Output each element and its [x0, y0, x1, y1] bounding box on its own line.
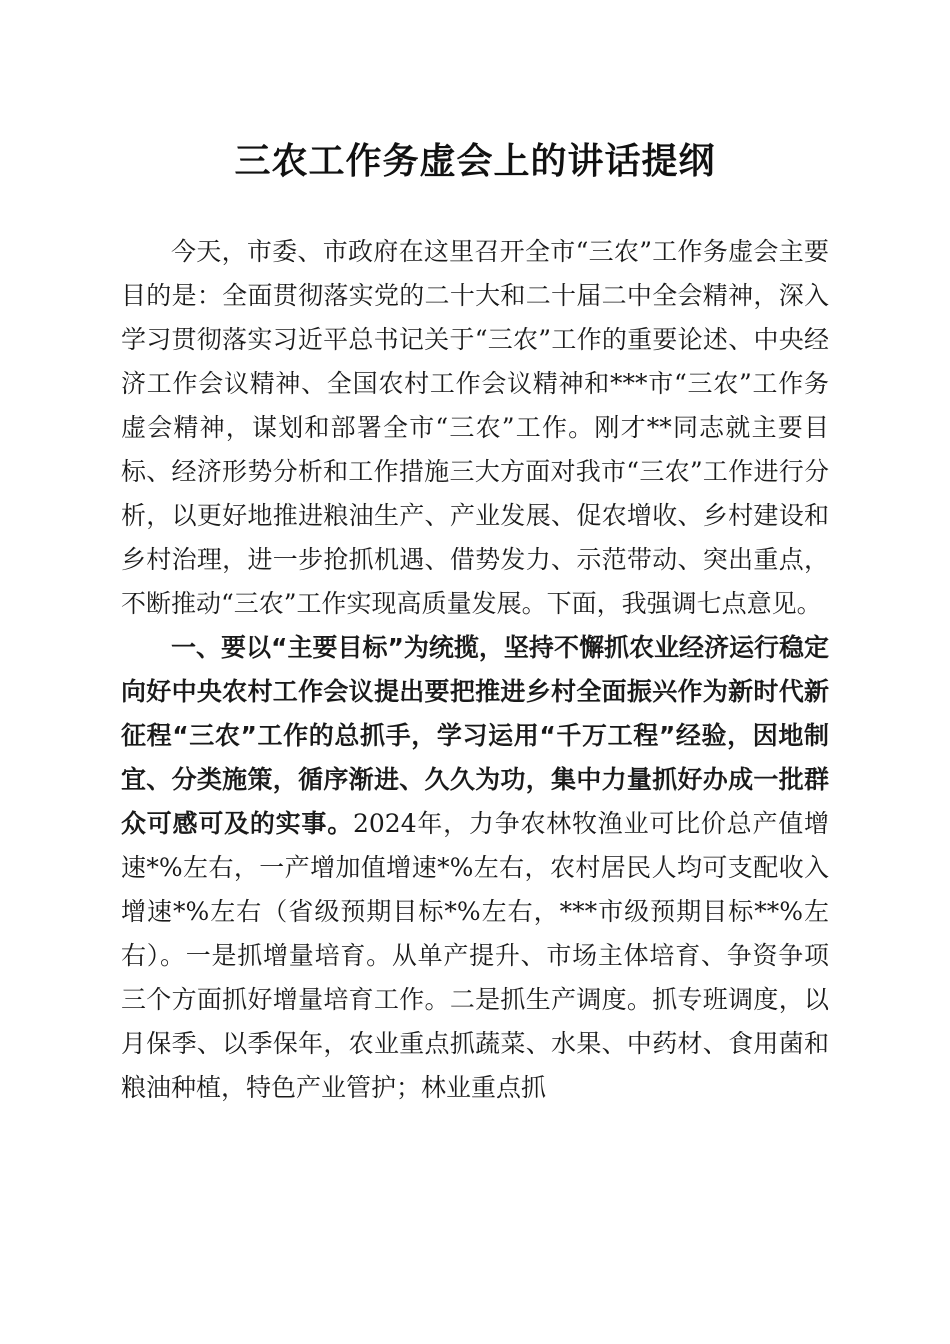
intro-paragraph: 今天，市委、市政府在这里召开全市“三农”工作务虚会主要目的是：全面贯彻落实党的二十大和二十届二中全会精神，深入学习贯彻落实习近平总书记关于“三农”工作的重要论述、中央经济工作会议精神、全国农村工作会议精神和***市“三农”工作务虚会精神，谋划和部署全市“三农”工作。刚才**同志就主要目标、经济形势分析和工作措施三大方面对我市“三农”工作进行分析，以更好地推进粮油生产、产业发展、促农增收、乡村建设和乡村治理，进一步抢抓机遇、借势发力、示范带动、突出重点，不断推动“三农”工作实现高质量发展。下面，我强调七点意见。 [121, 237, 829, 618]
section-one-heading: 一、要以“主要目标”为统揽，坚持不懈抓农业经济运行稳定向好中央农村工作会议提出要把推进乡村全面振兴作为新时代新征程“三农”工作的总抓手，学习运用“千万工程”经验，因地制宜、分类施策，循序渐进、久久为功，集中力量抓好办成一批群众可感可及的实事。 [121, 633, 829, 838]
section-one-paragraph [121, 626, 829, 1110]
document-title: 三农工作务虚会上的讲话提纲 [234, 140, 716, 182]
section-one-body: 2024年，力争农林牧渔业可比价总产值增速*%左右，一产增加值增速*%左右，农村居民人均可支配收入增速*%左右（省级预期目标*%左右，***市级预期目标**%左右）。一是抓增量培育。从单产提升、市场主体培育、争资争项三个方面抓好增量培育工作。二是抓生产调度。抓专班调度，以月保季、以季保年，农业重点抓蔬菜、水果、中药材、食用菌和粮油种植，特色产业管护；林业重点抓 [121, 809, 829, 1102]
document-body [121, 230, 829, 1110]
